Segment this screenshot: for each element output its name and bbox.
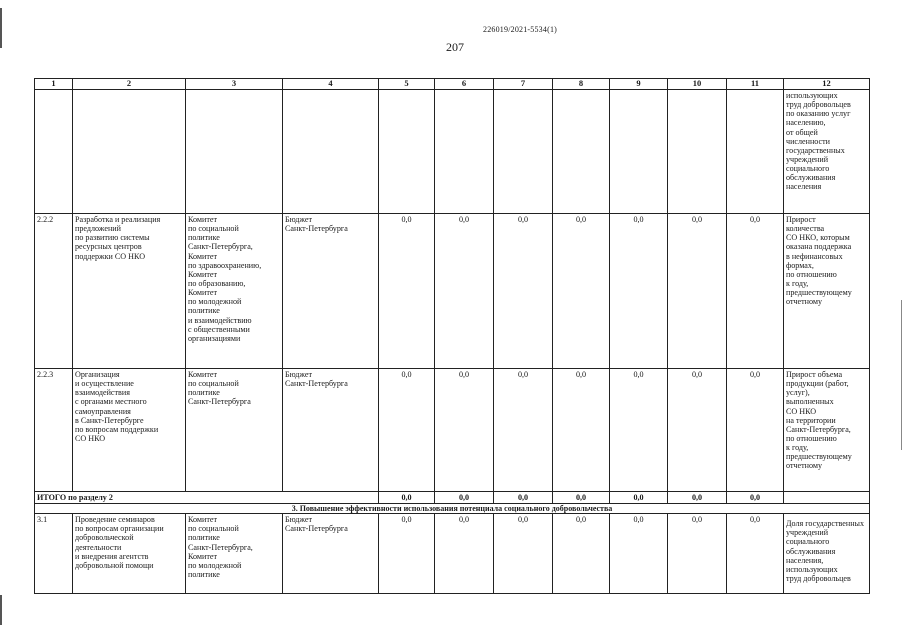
value-cell: 0,0 xyxy=(553,369,610,492)
row-number: 2.2.3 xyxy=(35,369,73,492)
total-row xyxy=(35,492,870,504)
program-activities-table xyxy=(34,78,870,594)
column-header: 10 xyxy=(668,79,727,90)
scan-edge-mark xyxy=(0,595,2,625)
column-header: 5 xyxy=(379,79,435,90)
section-title: 3. Повышение эффективности использования потенциала социального добровольчества xyxy=(35,504,870,514)
result-indicator-cell: Прирост объема продукции (работ, услуг), выполненных СО НКО на территории Санкт-Петербурга, по отношению к году, предшествующему отчетному xyxy=(784,369,870,492)
activity-name: Организация и осуществление взаимодействия с органами местного самоуправления в Санкт-Петербурге по вопросам поддержки СО НКО xyxy=(73,369,186,492)
value-cell: 0,0 xyxy=(379,514,435,594)
value-cell: 0,0 xyxy=(435,514,494,594)
total-value: 0,0 xyxy=(379,492,435,504)
value-cell: 0,0 xyxy=(379,369,435,492)
activity-name: Проведение семинаров по вопросам организации добровольческой деятельности и внедрения агентств добровольной помощи xyxy=(73,514,186,594)
scan-edge-mark xyxy=(0,8,2,48)
activity-name: Разработка и реализация предложений по развитию системы ресурсных центров поддержки СО НКО xyxy=(73,214,186,369)
total-value: 0,0 xyxy=(494,492,553,504)
total-value: 0,0 xyxy=(668,492,727,504)
value-cell: 0,0 xyxy=(435,369,494,492)
column-number-row xyxy=(35,79,870,90)
column-header: 12 xyxy=(784,79,870,90)
scan-edge-mark xyxy=(901,300,902,450)
funding-source: Бюджет Санкт-Петербурга xyxy=(283,214,379,369)
table-row xyxy=(35,369,870,492)
column-header: 2 xyxy=(73,79,186,90)
value-cell: 0,0 xyxy=(379,214,435,369)
value-cell: 0,0 xyxy=(668,514,727,594)
column-header: 4 xyxy=(283,79,379,90)
funding-source: Бюджет Санкт-Петербурга xyxy=(283,369,379,492)
value-cell: 0,0 xyxy=(494,369,553,492)
section-heading-row xyxy=(35,504,870,514)
result-indicator-cell: Прирост количества СО НКО, которым оказана поддержка в нефинансовых формах, по отношению к году, предшествующему отчетному xyxy=(784,214,870,369)
table-row xyxy=(35,214,870,369)
page-number: 207 xyxy=(446,40,464,54)
value-cell: 0,0 xyxy=(668,214,727,369)
column-header: 3 xyxy=(186,79,283,90)
funding-source: Бюджет Санкт-Петербурга xyxy=(283,514,379,594)
total-value: 0,0 xyxy=(553,492,610,504)
value-cell: 0,0 xyxy=(553,514,610,594)
total-value: 0,0 xyxy=(435,492,494,504)
total-value: 0,0 xyxy=(727,492,784,504)
value-cell: 0,0 xyxy=(553,214,610,369)
column-header: 8 xyxy=(553,79,610,90)
value-cell: 0,0 xyxy=(727,514,784,594)
column-header: 6 xyxy=(435,79,494,90)
total-label: ИТОГО по разделу 2 xyxy=(35,492,379,504)
total-value: 0,0 xyxy=(610,492,668,504)
column-header: 9 xyxy=(610,79,668,90)
value-cell: 0,0 xyxy=(610,514,668,594)
executor-cell: Комитет по социальной политике Санкт-Петербурга xyxy=(186,369,283,492)
executor-cell: Комитет по социальной политике Санкт-Петербурга, Комитет по молодежной политике xyxy=(186,514,283,594)
value-cell: 0,0 xyxy=(727,214,784,369)
result-indicator-cell: Доля государственных учреждений социального обслуживания населения, использующих труд добровольцев xyxy=(784,514,870,594)
column-header: 1 xyxy=(35,79,73,90)
value-cell: 0,0 xyxy=(494,514,553,594)
table-row-continuation xyxy=(35,90,870,214)
row-number: 3.1 xyxy=(35,514,73,594)
value-cell: 0,0 xyxy=(727,369,784,492)
column-header: 7 xyxy=(494,79,553,90)
value-cell: 0,0 xyxy=(435,214,494,369)
column-header: 11 xyxy=(727,79,784,90)
value-cell: 0,0 xyxy=(610,369,668,492)
value-cell: 0,0 xyxy=(668,369,727,492)
value-cell: 0,0 xyxy=(610,214,668,369)
row-number: 2.2.2 xyxy=(35,214,73,369)
value-cell: 0,0 xyxy=(494,214,553,369)
document-id: 226019/2021-5534(1) xyxy=(483,25,558,34)
result-indicator-cell: использующих труд добровольцев по оказанию услуг населению, от общей численности государственных учреждений социального обслуживания населения xyxy=(784,90,870,214)
executor-cell: Комитет по социальной политике Санкт-Петербурга, Комитет по здравоохранению, Комитет по образованию, Комитет по молодежной политике и взаимодействию с общественными организациями xyxy=(186,214,283,369)
table-row xyxy=(35,514,870,594)
